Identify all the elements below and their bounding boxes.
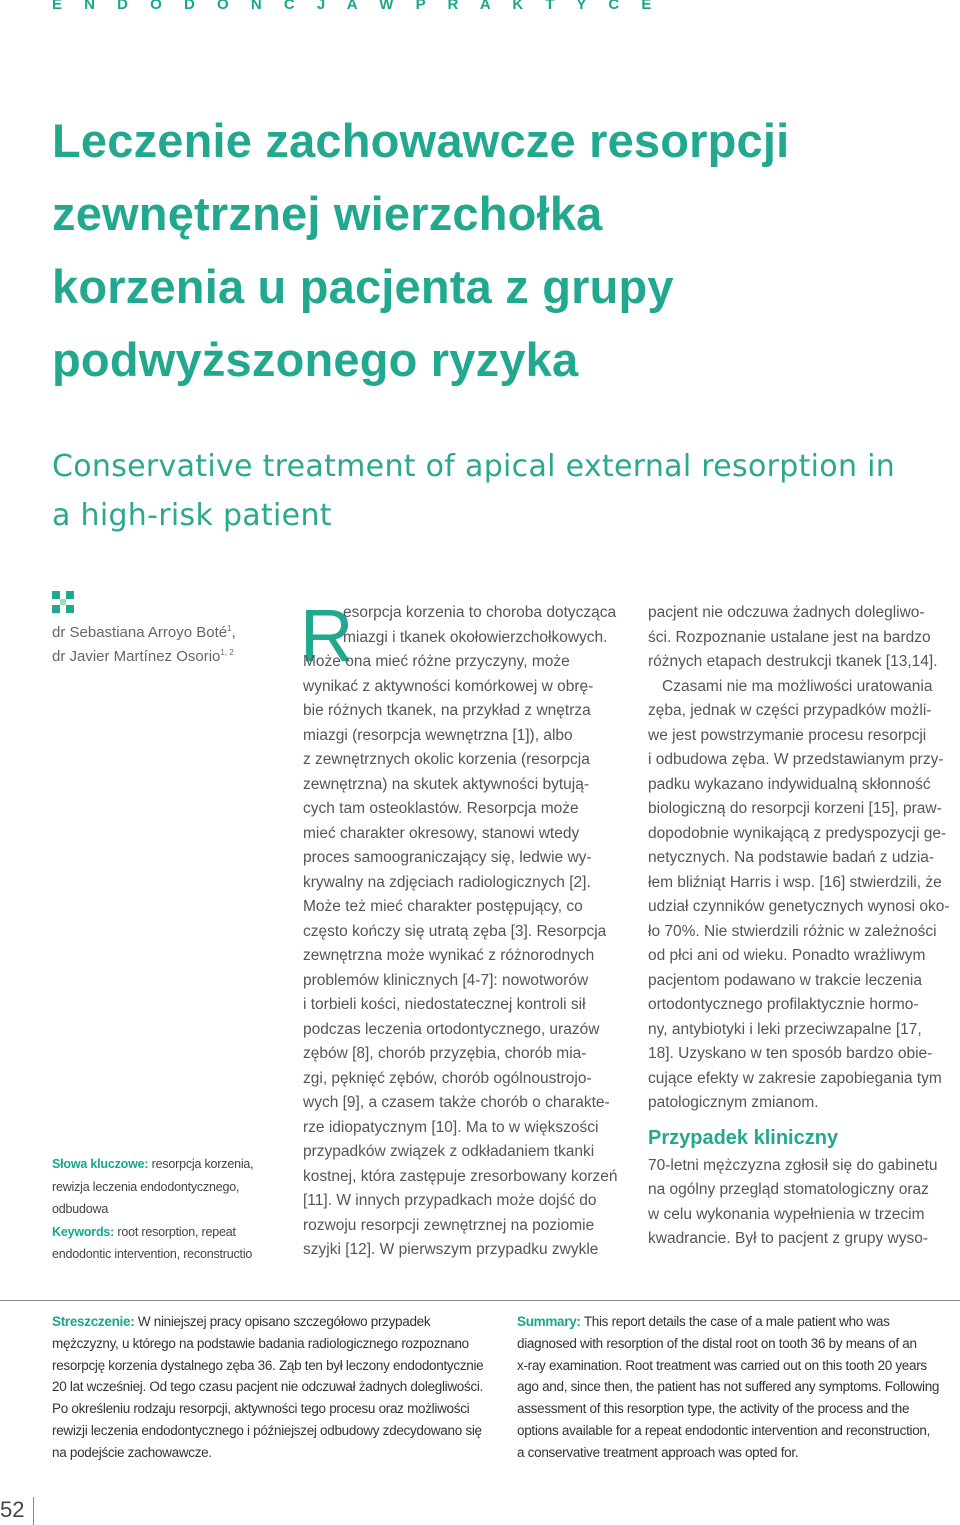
keywords-block <box>52 1153 282 1266</box>
title-en-line: Conservative treatment of apical external resorption in <box>52 449 896 484</box>
article-title-en <box>52 442 932 540</box>
text-line: padku wykazano indywidualną skłonność <box>648 775 931 793</box>
text-line: udział czynników genetycznych wynosi oko- <box>648 898 950 915</box>
abstract-text: 20 lat wcześniej. Od tego czasu pacjent nie odczuwał żadnych dolegliwości. <box>52 1379 484 1395</box>
text-line: i odbudowa zęba. W przedstawianym przy- <box>648 751 944 768</box>
text-line: krywalny na zdjęciach radiologicznych [2]. <box>303 873 591 891</box>
abstract-text: options available for a repeat endodontic intervention and reconstruction, <box>517 1422 931 1438</box>
text-line: zewnętrzna może wynikać z różnorodnych <box>303 947 595 964</box>
text-line: biologiczną do resorpcji korzeni [15], praw- <box>648 800 942 817</box>
keywords-pl-label: Słowa kluczowe: <box>52 1157 149 1171</box>
text-line: 70-letni mężczyzna zgłosił się do gabinetu <box>648 1156 938 1174</box>
text-line: miazgi (resorpcja wewnętrzna [1]), albo <box>303 726 573 744</box>
text-line: wych [9], a czasem także chorób o charakte- <box>303 1094 610 1111</box>
body-column-right <box>648 601 960 1252</box>
text-line: zęba, jednak w części przypadków możli- <box>648 702 932 719</box>
abstract-first-line <box>52 1311 502 1333</box>
text-line: z zewnętrznych okolic korzenia (resorpcja <box>303 751 590 768</box>
author: dr Javier Martínez Osorio$^{1, 2}$ <box>52 648 234 665</box>
text-line: mieć charakter okresowy, stanowi wtedy <box>303 824 580 842</box>
abstract-pl <box>52 1311 502 1464</box>
abstract-text: resorpcję korzenia dystalnego zęba 36. Ząb ten był leczony endodontycznie <box>52 1357 484 1373</box>
text-line: cych tam osteoklastów. Resorpcja może <box>303 800 579 817</box>
text-line: od płci ani od wieku. Ponadto wrażliwym <box>648 947 926 964</box>
text-line: [11]. W innych przypadkach może dojść do <box>303 1192 597 1209</box>
text-line: kwadrancie. Był to pacjent z grupy wyso- <box>648 1230 928 1247</box>
section-divider <box>0 1300 960 1301</box>
title-pl-line: korzenia u pacjenta z grupy <box>52 260 674 313</box>
author-list <box>52 621 272 669</box>
text-line: zewnętrzna) na skutek aktywności bytują- <box>303 775 590 793</box>
text-line: ny, antybiotyki i leki przeciwzapalne [17, <box>648 1020 922 1038</box>
abstract-text: This report details the case of a male patient who was <box>580 1314 890 1329</box>
abstract-text: Po określeniu rodzaju resorpcji, aktywności tego procesu oraz możliwości <box>52 1401 470 1417</box>
title-pl-line: zewnętrznej wierzchołka <box>52 187 603 240</box>
text-line: rze idiopatycznym [10]. Ma to w większości <box>303 1118 599 1136</box>
author: dr Sebastiana Arroyo Boté$^1$, <box>52 624 236 641</box>
text-line: problemów klinicznych [4-7]: nowotworów <box>303 971 589 989</box>
abstract-text: mężczyzny, u którego na podstawie badania radiologicznego rozpoznano <box>52 1335 469 1351</box>
text-line: kostnej, która zastępuje zresorbowany korzeń <box>303 1167 618 1185</box>
keywords-pl-text: rewizja leczenia endodontycznego, <box>52 1179 240 1194</box>
text-line: przypadków związek z odkładaniem tkanki <box>303 1143 595 1160</box>
text-line: na ogólny przegląd stomatologiczny oraz <box>648 1181 929 1198</box>
text-line: bie różnych tkanek, na przykład z wnętrza <box>303 702 591 719</box>
text-line: zębów [8], chorób przyzębia, chorób mia- <box>303 1045 587 1062</box>
abstract-text: a conservative treatment approach was opted for. <box>517 1444 799 1460</box>
text-line: różnych etapach destrukcji tkanek [13,14]. <box>648 653 938 670</box>
article-title-pl <box>52 104 942 396</box>
abstract-label: Summary: <box>517 1314 581 1329</box>
title-pl-line: podwyższonego ryzyka <box>52 333 579 386</box>
text-line: cujące efekty w zakresie zapobiegania tym <box>648 1069 942 1087</box>
abstract-first-line <box>517 1311 957 1333</box>
abstract-text: diagnosed with resorption of the distal root on tooth 36 by means of an <box>517 1335 917 1351</box>
text-line: 18]. Uzyskano w ten sposób bardzo obie- <box>648 1045 933 1062</box>
text-line: proces samoograniczający się, ledwie wy- <box>303 849 592 866</box>
keywords-en-text: root resorption, repeat <box>114 1224 236 1239</box>
text-line: wynikać z aktywności komórkowej w obrę- <box>303 677 594 695</box>
text-line: we jest powstrzymanie procesu resorpcji <box>648 726 927 744</box>
text-line: miazgi i tkanek okołowierzchołkowych. <box>343 628 608 646</box>
drop-cap: R <box>300 594 354 677</box>
title-en-line: a high-risk patient <box>52 498 332 533</box>
keywords-en-label: Keywords: <box>52 1224 115 1239</box>
abstract-text: assessment of this resorption type, the activity of the process and the <box>517 1401 910 1417</box>
body-column-middle <box>303 601 618 1263</box>
text-line: pacjentom podawano w trakcie leczenia <box>648 971 922 989</box>
text-line: i torbieli kości, niedostatecznej kontroli sił <box>303 996 586 1013</box>
keywords-pl-text: odbudowa <box>52 1202 109 1216</box>
text-line: łem bliźniąt Harris i wsp. [16] stwierdzili, że <box>648 873 942 891</box>
abstract-text: na podejście zachowawcze. <box>52 1444 212 1460</box>
text-line: Może ona mieć różne przyczyny, może <box>303 653 570 670</box>
abstract-text: W niniejszej pracy opisano szczegółowo przypadek <box>134 1314 431 1329</box>
text-line: zgi, pęknięć zębów, chorób ogólnoustrojo- <box>303 1069 592 1087</box>
text-line: Może też mieć charakter postępujący, co <box>303 898 583 915</box>
text-line: pacjent nie odczuwa żadnych dolegliwo- <box>648 604 925 621</box>
text-line: w celu wykonania wypełnienia w trzecim <box>648 1205 925 1223</box>
page-number: 52 <box>0 1497 25 1522</box>
text-line: Czasami nie ma możliwości uratowania <box>662 677 933 695</box>
title-pl-line: Leczenie zachowawcze resorpcji <box>52 114 790 167</box>
section-header: E N D O D O N C J A W P R A K T Y C E <box>52 0 661 13</box>
text-line: ści. Rozpoznanie ustalane jest na bardzo <box>648 628 931 646</box>
text-line: ło 70%. Nie stwierdzili różnic w zależności <box>648 922 937 940</box>
abstract-text: ago and, since then, the patient has not suffered any symptoms. Following <box>517 1379 940 1395</box>
abstract-text: rewizji leczenia endodontycznego i późniejszej odbudowy zdecydowano się <box>52 1422 482 1438</box>
abstract-text: x-ray examination. Root treatment was carried out on this tooth 20 years <box>517 1357 927 1373</box>
text-line: esorpcja korzenia to choroba dotycząca <box>343 604 617 621</box>
text-line: ortodontycznego profilaktycznie hormo- <box>648 996 919 1013</box>
text-line: szyjki [12]. W pierwszym przypadku zwykle <box>303 1241 599 1258</box>
text-line: netycznych. Na podstawie badań z udzia- <box>648 849 935 866</box>
text-line: podczas leczenia ortodontycznego, urazów <box>303 1020 600 1038</box>
page-number-divider <box>33 1497 34 1525</box>
case-heading: Przypadek kliniczny <box>648 1126 839 1149</box>
dental-cross-logo-icon <box>52 591 74 613</box>
abstract-en <box>517 1311 957 1464</box>
keywords-pl-text: resorpcja korzenia, <box>148 1157 254 1171</box>
text-line: dopodobnie wynikającą z predyspozycji ge- <box>648 824 947 842</box>
text-line: patologicznym zmianom. <box>648 1094 819 1111</box>
abstract-label: Streszczenie: <box>52 1314 135 1329</box>
keywords-en-text: endodontic intervention, reconstructio <box>52 1247 253 1261</box>
text-line: często kończy się utratą zęba [3]. Resorpcja <box>303 922 607 940</box>
text-line: rozwoju resorpcji zewnętrznej na poziomie <box>303 1216 595 1234</box>
